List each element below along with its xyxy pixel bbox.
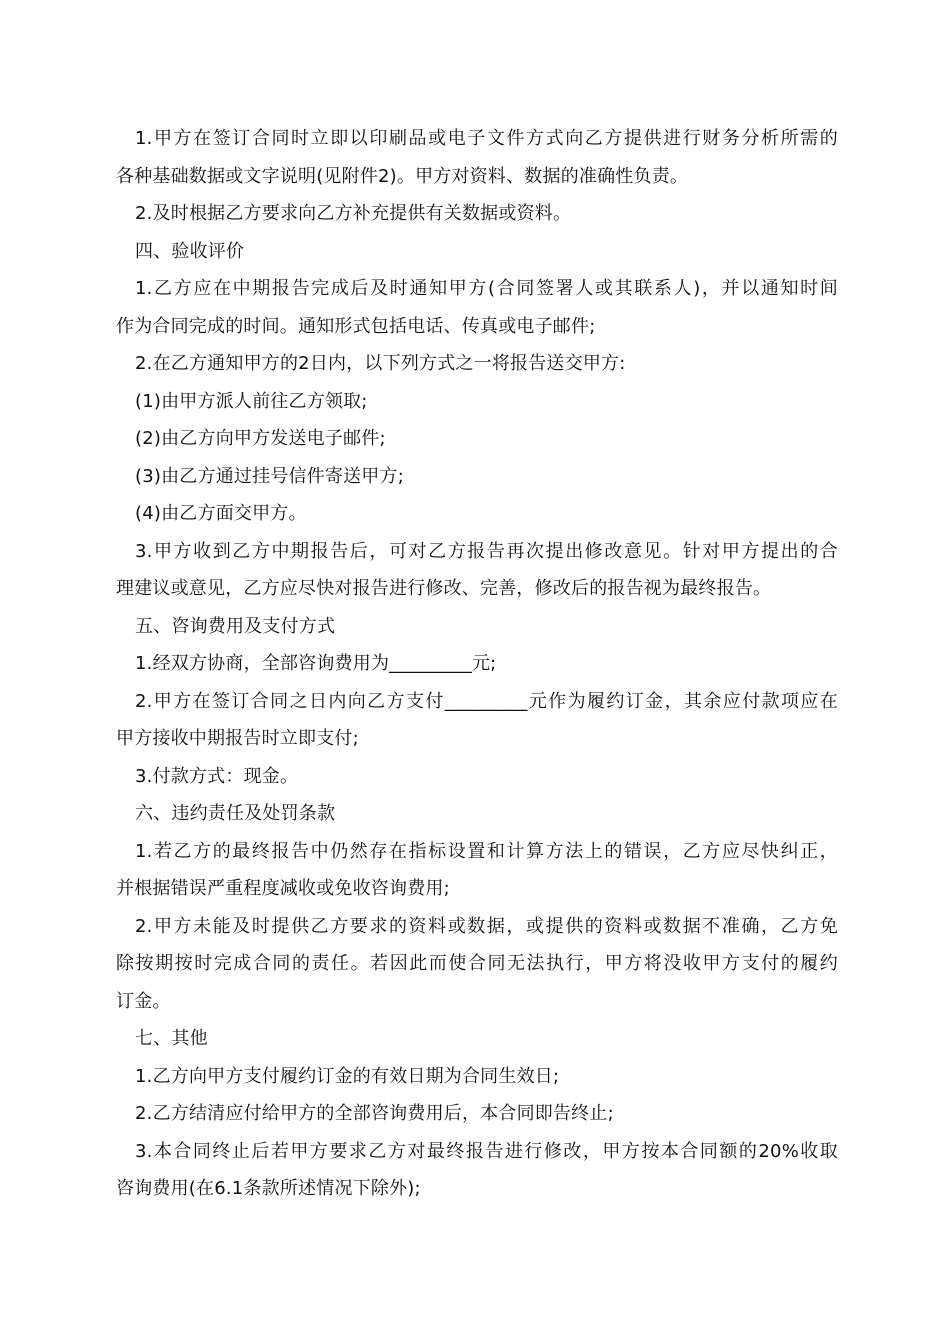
- document-line: (3)由乙方通过挂号信件寄送甲方;: [135, 465, 404, 487]
- contract-text-body: [116, 120, 838, 1208]
- document-line: 1.若乙方的最终报告中仍然存在指标设置和计算方法上的错误，乙方应尽快纠正，: [135, 840, 838, 862]
- document-line: (4)由乙方面交甲方。: [135, 503, 307, 524]
- document-line: 2.甲方在签订合同之日内向乙方支付_________元作为履约订金，其余应付款项应在: [135, 690, 838, 712]
- document-line: 1.乙方应在中期报告完成后及时通知甲方(合同签署人或其联系人)，并以通知时间: [135, 278, 838, 299]
- document-line: 3.甲方收到乙方中期报告后，可对乙方报告再次提出修改意见。针对甲方提出的合: [135, 540, 838, 562]
- document-line: 七、其他: [135, 1028, 208, 1049]
- document-line: 四、验收评价: [135, 240, 245, 262]
- document-line: (2)由乙方向甲方发送电子邮件;: [135, 428, 386, 449]
- document-line: 2.乙方结清应付给甲方的全部咨询费用后，本合同即告终止;: [135, 1103, 614, 1124]
- document-line: 各种基础数据或文字说明(见附件2)。甲方对资料、数据的准确性负责。: [116, 165, 689, 187]
- document-line: 1.经双方协商，全部咨询费用为_________元;: [135, 653, 497, 674]
- document-line: 理建议或意见，乙方应尽快对报告进行修改、完善，修改后的报告视为最终报告。: [116, 578, 772, 599]
- document-line: 1.甲方在签订合同时立即以印刷品或电子文件方式向乙方提供进行财务分析所需的: [135, 128, 838, 149]
- document-line: 六、违约责任及处罚条款: [135, 803, 336, 824]
- document-line: (1)由甲方派人前往乙方领取;: [135, 390, 368, 412]
- document-line: 除按期按时完成合同的责任。若因此而使合同无法执行，甲方将没收甲方支付的履约: [116, 953, 838, 974]
- document-line: 2.及时根据乙方要求向乙方补充提供有关数据或资料。: [135, 203, 572, 224]
- document-line: 并根据错误严重程度减收或免收咨询费用;: [116, 878, 450, 899]
- document-line: 五、咨询费用及支付方式: [135, 615, 336, 637]
- document-line: 咨询费用(在6.1条款所述情况下除外);: [116, 1178, 421, 1199]
- document-line: 甲方接收中期报告时立即支付;: [116, 728, 359, 749]
- document-line: 2.甲方未能及时提供乙方要求的资料或数据，或提供的资料或数据不准确，乙方免: [135, 915, 838, 937]
- document-line: 3.本合同终止后若甲方要求乙方对最终报告进行修改，甲方按本合同额的20%收取: [135, 1140, 838, 1162]
- document-line: 订金。: [116, 990, 171, 1012]
- document-line: 作为合同完成的时间。通知形式包括电话、传真或电子邮件;: [116, 315, 596, 337]
- document-line: 3.付款方式：现金。: [135, 765, 299, 787]
- document-line: 1.乙方向甲方支付履约订金的有效日期为合同生效日;: [135, 1065, 560, 1087]
- document-line: 2.在乙方通知甲方的2日内，以下列方式之一将报告送交甲方:: [135, 353, 626, 374]
